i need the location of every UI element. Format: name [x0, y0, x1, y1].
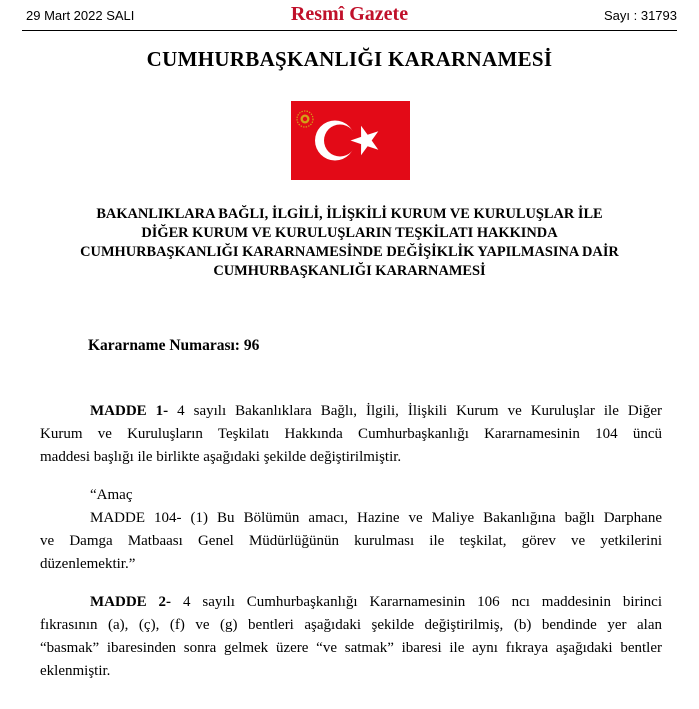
decree-title-line: CUMHURBAŞKANLIĞI KARARNAMESİNDE DEĞİŞİKLİK YAPILMASINA DAİR: [80, 244, 619, 260]
article-1-line: Kurum ve Kuruluşların Teşkilatı Hakkında Cumhurbaşkanlığı Kararnamesinin 104 üncü: [40, 426, 662, 442]
quote-line: MADDE 104- (1) Bu Bölümün amacı, Hazine ve Maliye Bakanlığına bağlı Darphane: [90, 510, 662, 526]
quoted-article-104: [40, 484, 662, 576]
article-2: [40, 591, 662, 683]
article-1-line: MADDE 1- 4 sayılı Bakanlıklara Bağlı, İlgili, İlişkili Kurum ve Kuruluşlar ile Diğer: [90, 403, 662, 419]
article-1: [40, 400, 662, 469]
gazette-title: Resmî Gazete: [290, 3, 409, 25]
gazette-date: 29 Mart 2022 SALI: [26, 8, 135, 23]
quote-heading: “Amaç: [90, 487, 133, 503]
article-2-line: fıkrasının (a), (ç), (f) ve (g) bentleri aşağıdaki şekilde değiştirilmiş, (b) bendinde yer alan: [40, 617, 662, 633]
article-2-label: MADDE 2-: [90, 594, 172, 610]
article-2-line: MADDE 2- 4 sayılı Cumhurbaşkanlığı Kararnamesinin 106 ncı maddesinin birinci: [90, 594, 663, 610]
article-2-line: “basmak” ibaresinden sonra gelmek üzere “ve satmak” ibaresi ile aynı fıkraya aşağıdaki bentler: [40, 640, 662, 656]
header-divider: [22, 30, 677, 31]
decree-title-line: DİĞER KURUM VE KURULUŞLARIN TEŞKİLATI HAKKINDA: [141, 225, 558, 241]
turkish-flag-icon: [291, 101, 410, 180]
article-1-line: maddesi başlığı ile birlikte aşağıdaki şekilde değiştirilmiştir.: [40, 449, 402, 465]
article-2-line: eklenmiştir.: [40, 663, 111, 679]
document-type-heading: CUMHURBAŞKANLIĞI KARARNAMESİ: [146, 47, 553, 71]
quote-line: ve Damga Matbaası Genel Müdürlüğünün kurulması ile teşkilat, görev ve yetkilerini: [40, 533, 662, 549]
decree-number: Kararname Numarası: 96: [88, 337, 260, 354]
gazette-issue-number: Sayı : 31793: [604, 8, 677, 23]
quote-line: düzenlemektir.”: [40, 556, 136, 572]
decree-title: [30, 205, 669, 281]
article-1-label: MADDE 1-: [90, 403, 169, 419]
decree-title-line: BAKANLIKLARA BAĞLI, İLGİLİ, İLİŞKİLİ KURUM VE KURULUŞLAR İLE: [96, 206, 603, 222]
decree-title-line: CUMHURBAŞKANLIĞI KARARNAMESİ: [213, 263, 486, 279]
